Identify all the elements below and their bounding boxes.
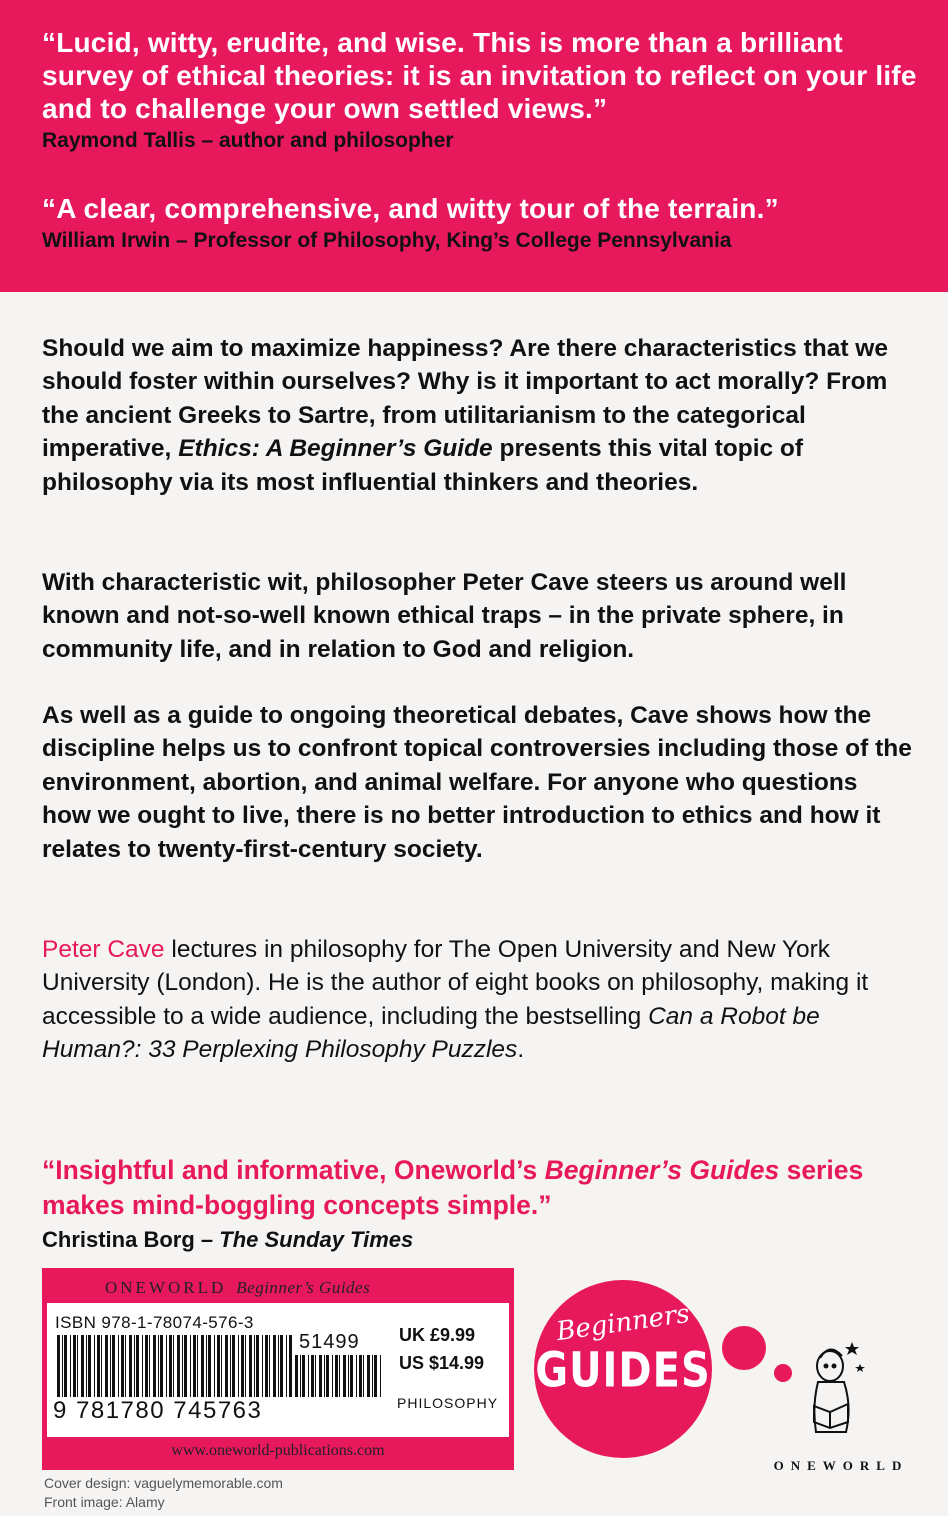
publisher-logo-text: ONEWORLD bbox=[773, 1458, 909, 1473]
series-quote-part: “Insightful and informative, Oneworld’s bbox=[42, 1155, 545, 1185]
barcode-bar bbox=[238, 1335, 239, 1397]
barcode-bar bbox=[232, 1335, 235, 1397]
bestseller-title: Can a Robot be Human?: 33 Perplexing Philosophy Puzzles bbox=[42, 1002, 820, 1064]
barcode-bar bbox=[81, 1335, 84, 1397]
barcode-bar bbox=[57, 1335, 60, 1397]
barcode-bar bbox=[273, 1335, 276, 1397]
barcode-bar bbox=[70, 1335, 71, 1397]
review-quote-attribution: William Irwin – Professor of Philosophy, King’s College Pennsylvania bbox=[42, 229, 732, 252]
barcode-bar bbox=[359, 1355, 362, 1397]
blurb-text: presents this vital topic of philosophy via its most influential thinkers and theories. bbox=[42, 435, 804, 496]
barcode-bar bbox=[217, 1335, 220, 1397]
barcode-bar bbox=[142, 1335, 143, 1397]
barcode-bar bbox=[230, 1335, 231, 1397]
barcode-bar bbox=[324, 1355, 325, 1397]
barcode-bar bbox=[374, 1355, 377, 1397]
barcode-bar bbox=[280, 1335, 283, 1397]
blurb-paragraph-1 bbox=[42, 332, 912, 499]
front-image-credit: Front image: Alamy bbox=[44, 1494, 165, 1510]
barcode-bar bbox=[339, 1355, 340, 1397]
barcode-box-footer bbox=[47, 1437, 509, 1465]
review-quote-1 bbox=[42, 26, 922, 155]
barcode-bar bbox=[64, 1335, 67, 1397]
barcode-bar bbox=[86, 1335, 87, 1397]
review-quote-attribution: Raymond Tallis – author and philosopher bbox=[42, 129, 454, 152]
barcode-bar bbox=[190, 1335, 191, 1397]
barcode-bar bbox=[88, 1335, 91, 1397]
publisher-website: www.oneworld-publications.com bbox=[171, 1442, 385, 1459]
barcode-bar bbox=[241, 1335, 244, 1397]
barcode-bar bbox=[348, 1355, 349, 1397]
barcode-bar bbox=[315, 1355, 316, 1397]
barcode-bar bbox=[105, 1335, 108, 1397]
blurb-paragraph-3: As well as a guide to ongoing theoretical debates, Cave shows how the discipline helps us to confront topical controversies including those of the environment, abortion, and animal welfare. For anyone who questions how we ought to live, there is no better introduction to ethics and how it relates to twenty-first-century society. bbox=[42, 702, 912, 863]
price-uk: UK £9.99 bbox=[399, 1325, 476, 1345]
barcode-bar bbox=[363, 1355, 364, 1397]
barcode-bar bbox=[136, 1335, 139, 1397]
review-quote-text: “Lucid, witty, erudite, and wise. This is more than a brilliant survey of ethical theories: it is an invitation to reflect on your life and to challenge your own settled views.” bbox=[42, 27, 917, 124]
series-name: Beginner’s Guides bbox=[544, 1155, 780, 1185]
barcode-bar bbox=[94, 1335, 95, 1397]
reading-figure-icon bbox=[800, 1336, 872, 1446]
barcode-bar bbox=[311, 1355, 314, 1397]
price-us: US $14.99 bbox=[399, 1353, 485, 1373]
credits bbox=[44, 1474, 283, 1512]
barcode-bar bbox=[208, 1335, 211, 1397]
barcode-bar bbox=[289, 1335, 292, 1397]
logo-guides-text: GUIDES bbox=[535, 1343, 711, 1399]
barcode-icon bbox=[57, 1335, 331, 1397]
barcode-bar bbox=[110, 1335, 111, 1397]
barcode-bar bbox=[153, 1335, 156, 1397]
attribution-publication: The Sunday Times bbox=[219, 1227, 414, 1252]
barcode-bar bbox=[101, 1335, 102, 1397]
barcode-bar bbox=[254, 1335, 255, 1397]
barcode-bar bbox=[326, 1355, 329, 1397]
barcode-bar bbox=[193, 1335, 196, 1397]
barcode-bar bbox=[380, 1355, 381, 1397]
barcode-bar bbox=[149, 1335, 150, 1397]
review-quote-2 bbox=[42, 192, 922, 255]
barcode-bar bbox=[112, 1335, 115, 1397]
series-quote-attribution bbox=[42, 1225, 922, 1255]
publisher-name: ONEWORLD bbox=[105, 1278, 227, 1297]
barcode-bar bbox=[77, 1335, 78, 1397]
barcode-box-header bbox=[47, 1273, 509, 1303]
barcode-bar bbox=[160, 1335, 163, 1397]
barcode-bar bbox=[356, 1355, 357, 1397]
review-quote-text: “A clear, comprehensive, and witty tour of the terrain.” bbox=[42, 193, 779, 224]
barcode-bar bbox=[278, 1335, 279, 1397]
barcode-bar bbox=[73, 1335, 76, 1397]
barcode-bar bbox=[201, 1335, 204, 1397]
barcode-bar bbox=[182, 1335, 183, 1397]
blurb-text: Should we aim to maximize happiness? Are there characteristics that we should foster within ourselves? Why is it important to act morally? From the ancient Greeks to Sartre, from utilitarianism to the categorical imperative, bbox=[42, 335, 888, 463]
series-quote-part: series makes mind-boggling concepts simple.” bbox=[42, 1155, 864, 1220]
barcode-bar bbox=[300, 1355, 301, 1397]
author-bio bbox=[42, 933, 912, 1067]
barcode-bar bbox=[206, 1335, 207, 1397]
barcode-bar bbox=[367, 1355, 370, 1397]
barcode-bar bbox=[286, 1335, 287, 1397]
barcode-bar bbox=[177, 1335, 180, 1397]
barcode-bar bbox=[249, 1335, 252, 1397]
barcode-bar bbox=[169, 1335, 172, 1397]
subject-category: PHILOSOPHY bbox=[397, 1395, 499, 1411]
book-title: Ethics: A Beginner’s Guide bbox=[178, 435, 493, 463]
barcode-bar bbox=[145, 1335, 148, 1397]
barcode-bar bbox=[197, 1335, 198, 1397]
barcode-bar bbox=[158, 1335, 159, 1397]
barcode-bar bbox=[295, 1355, 298, 1397]
barcode-bar bbox=[97, 1335, 100, 1397]
barcode-bar bbox=[129, 1335, 132, 1397]
barcode-bar bbox=[134, 1335, 135, 1397]
logo-script-text: Beginners bbox=[554, 1298, 692, 1348]
barcode-box bbox=[42, 1268, 514, 1470]
barcode-bar bbox=[184, 1335, 187, 1397]
attribution-name: Christina Borg – bbox=[42, 1227, 220, 1252]
series-quote-text bbox=[42, 1153, 922, 1223]
barcode-bar bbox=[319, 1355, 322, 1397]
barcode-bar bbox=[118, 1335, 119, 1397]
logo-dot-small bbox=[774, 1364, 792, 1382]
barcode-addon-number: 51499 bbox=[299, 1331, 360, 1353]
barcode-bar bbox=[265, 1335, 268, 1397]
barcode-bar bbox=[214, 1335, 215, 1397]
barcode-bar bbox=[269, 1335, 270, 1397]
barcode-bar bbox=[225, 1335, 228, 1397]
series-quote bbox=[42, 1153, 922, 1255]
barcode-bar bbox=[372, 1355, 373, 1397]
barcode-bar bbox=[256, 1335, 259, 1397]
barcode-bar bbox=[302, 1355, 305, 1397]
barcode-bar bbox=[62, 1335, 63, 1397]
barcode-bar bbox=[166, 1335, 167, 1397]
barcode-bar bbox=[332, 1355, 333, 1397]
author-name: Peter Cave bbox=[42, 936, 165, 963]
series-name: Beginner’s Guides bbox=[236, 1278, 371, 1297]
author-bio-end: . bbox=[517, 1036, 525, 1064]
cover-design-credit: Cover design: vaguelymemorable.com bbox=[44, 1475, 283, 1491]
barcode-bar bbox=[308, 1355, 309, 1397]
barcode-addon-icon bbox=[295, 1355, 381, 1397]
barcode-bar bbox=[173, 1335, 174, 1397]
barcode-bar bbox=[343, 1355, 346, 1397]
barcode-bar bbox=[262, 1335, 263, 1397]
barcode-bar bbox=[125, 1335, 126, 1397]
logo-dot-large bbox=[722, 1326, 766, 1370]
barcode-bar bbox=[350, 1355, 353, 1397]
author-bio-text: lectures in philosophy for The Open University and New York University (London). He is the author of eight books on philosophy, making it accessible to a wide audience, including the bestselling bbox=[42, 936, 869, 1030]
isbn-label: ISBN 978-1-78074-576-3 bbox=[55, 1313, 254, 1332]
blurb-paragraph-2: With characteristic wit, philosopher Peter Cave steers us around well known and not-so-well known ethical traps – in the private sphere, in community life, and in relation to God and religion. bbox=[42, 569, 847, 663]
barcode-bar bbox=[121, 1335, 124, 1397]
barcode-number: 9 781780 745763 bbox=[53, 1397, 263, 1424]
barcode-bar bbox=[245, 1335, 246, 1397]
beginners-guides-logo bbox=[534, 1280, 712, 1458]
barcode-bar bbox=[335, 1355, 338, 1397]
barcode-bar bbox=[221, 1335, 222, 1397]
